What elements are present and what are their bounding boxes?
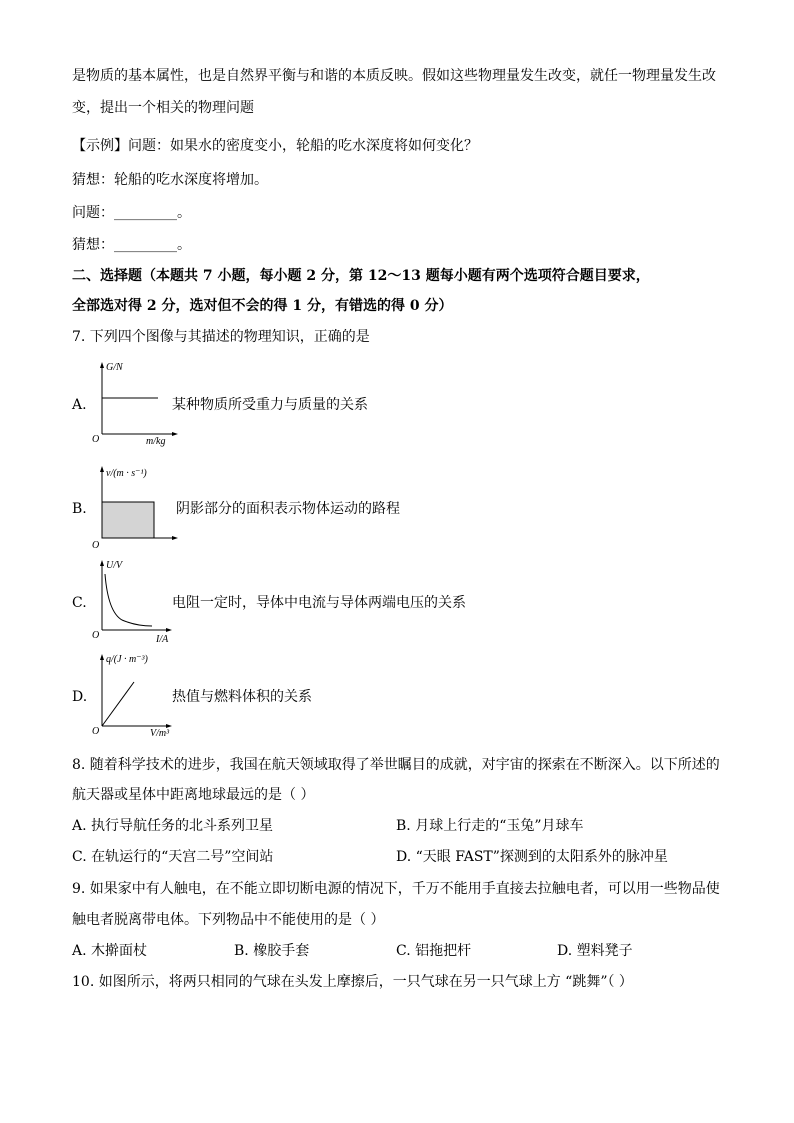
q9-stem-line-1: 9. 如果家中有人触电，在不能立即切断电源的情况下，千万不能用手直接去拉触电者，可以用一些物品使 — [72, 881, 720, 897]
q8-stem-line-2: 航天器或星体中距离地球最远的是（ ） — [72, 787, 315, 803]
q7-graph-a-xlabel: m/kg — [146, 436, 166, 447]
q7-graph-a — [92, 358, 182, 447]
q7-graph-c-origin: O — [92, 630, 100, 641]
q9-stem-line-2: 触电者脱离带电体。下列物品中不能使用的是（ ） — [72, 912, 385, 928]
q8-stem-line-1: 8. 随着科学技术的进步，我国在航天领域取得了举世瞩目的成就，对宇宙的探索在不断深入。以下所述的 — [72, 757, 720, 773]
q8-option-a: A. 执行导航任务的北斗系列卫星 — [72, 818, 274, 834]
q8-option-c: C. 在轨运行的“天宫二号”空间站 — [72, 849, 274, 865]
intro-line-2: 变，提出一个相关的物理问题 — [72, 100, 254, 116]
q7-graph-d-xlabel: V/m³ — [150, 728, 170, 739]
q7-graph-d-origin: O — [92, 726, 100, 737]
q7-option-c-letter: C. — [72, 595, 87, 611]
q7-option-a-letter: A. — [72, 397, 87, 413]
q8-option-d: D. “天眼 FAST”探测到的太阳系外的脉冲星 — [396, 849, 668, 865]
section-heading-line-2: 全部选对得 2 分，选对但不会的得 1 分，有错选的得 0 分） — [72, 298, 453, 314]
answer-question: 问题：_________。 — [72, 205, 191, 221]
q7-graph-a-origin: O — [92, 434, 100, 445]
q7-graph-a-ylabel: G/N — [106, 362, 123, 373]
q7-option-b-letter: B. — [72, 501, 87, 517]
q10-stem: 10. 如图所示，将两只相同的气球在头发上摩擦后，一只气球在另一只气球上方 “跳舞”（ ） — [72, 974, 633, 990]
q7-graph-b-origin: O — [92, 540, 100, 551]
q7-graph-b — [92, 462, 182, 551]
example-question: 【示例】问题：如果水的密度变小，轮船的吃水深度将如何变化？ — [72, 138, 478, 154]
q7-option-b-text: 阴影部分的面积表示物体运动的路程 — [176, 501, 400, 517]
q7-graph-b-ylabel: v/(m · s⁻¹) — [106, 468, 147, 479]
section-heading-line-1: 二、选择题（本题共 7 小题，每小题 2 分，第 12～13 题每小题有两个选项符合题目要求， — [72, 268, 650, 284]
q7-graph-d-ylabel: q/(J · m⁻³) — [106, 654, 148, 665]
q9-option-a: A. 木擀面杖 — [72, 943, 148, 959]
q9-option-c: C. 铝拖把杆 — [396, 943, 472, 959]
q7-option-d-text: 热值与燃料体积的关系 — [172, 689, 312, 705]
q7-graph-d — [92, 650, 182, 738]
q8-option-b: B. 月球上行走的“玉兔”月球车 — [396, 818, 584, 834]
q7-graph-c-ylabel: U/V — [106, 560, 123, 571]
q7-graph-c — [92, 556, 182, 644]
q9-option-d: D. 塑料凳子 — [557, 943, 633, 959]
answer-guess: 猜想：_________。 — [72, 237, 191, 253]
q7-option-c-text: 电阻一定时，导体中电流与导体两端电压的关系 — [172, 595, 466, 611]
q7-option-a-text: 某种物质所受重力与质量的关系 — [172, 397, 368, 413]
q7-graph-c-xlabel: I/A — [156, 634, 169, 645]
q9-option-b: B. 橡胶手套 — [234, 943, 310, 959]
q7-stem: 7. 下列四个图像与其描述的物理知识，正确的是 — [72, 329, 370, 345]
q7-option-d-letter: D. — [72, 689, 88, 705]
intro-line-1: 是物质的基本属性，也是自然界平衡与和谐的本质反映。假如这些物理量发生改变，就任一物理量发生改 — [72, 68, 716, 84]
example-guess: 猜想：轮船的吃水深度将增加。 — [72, 172, 268, 188]
